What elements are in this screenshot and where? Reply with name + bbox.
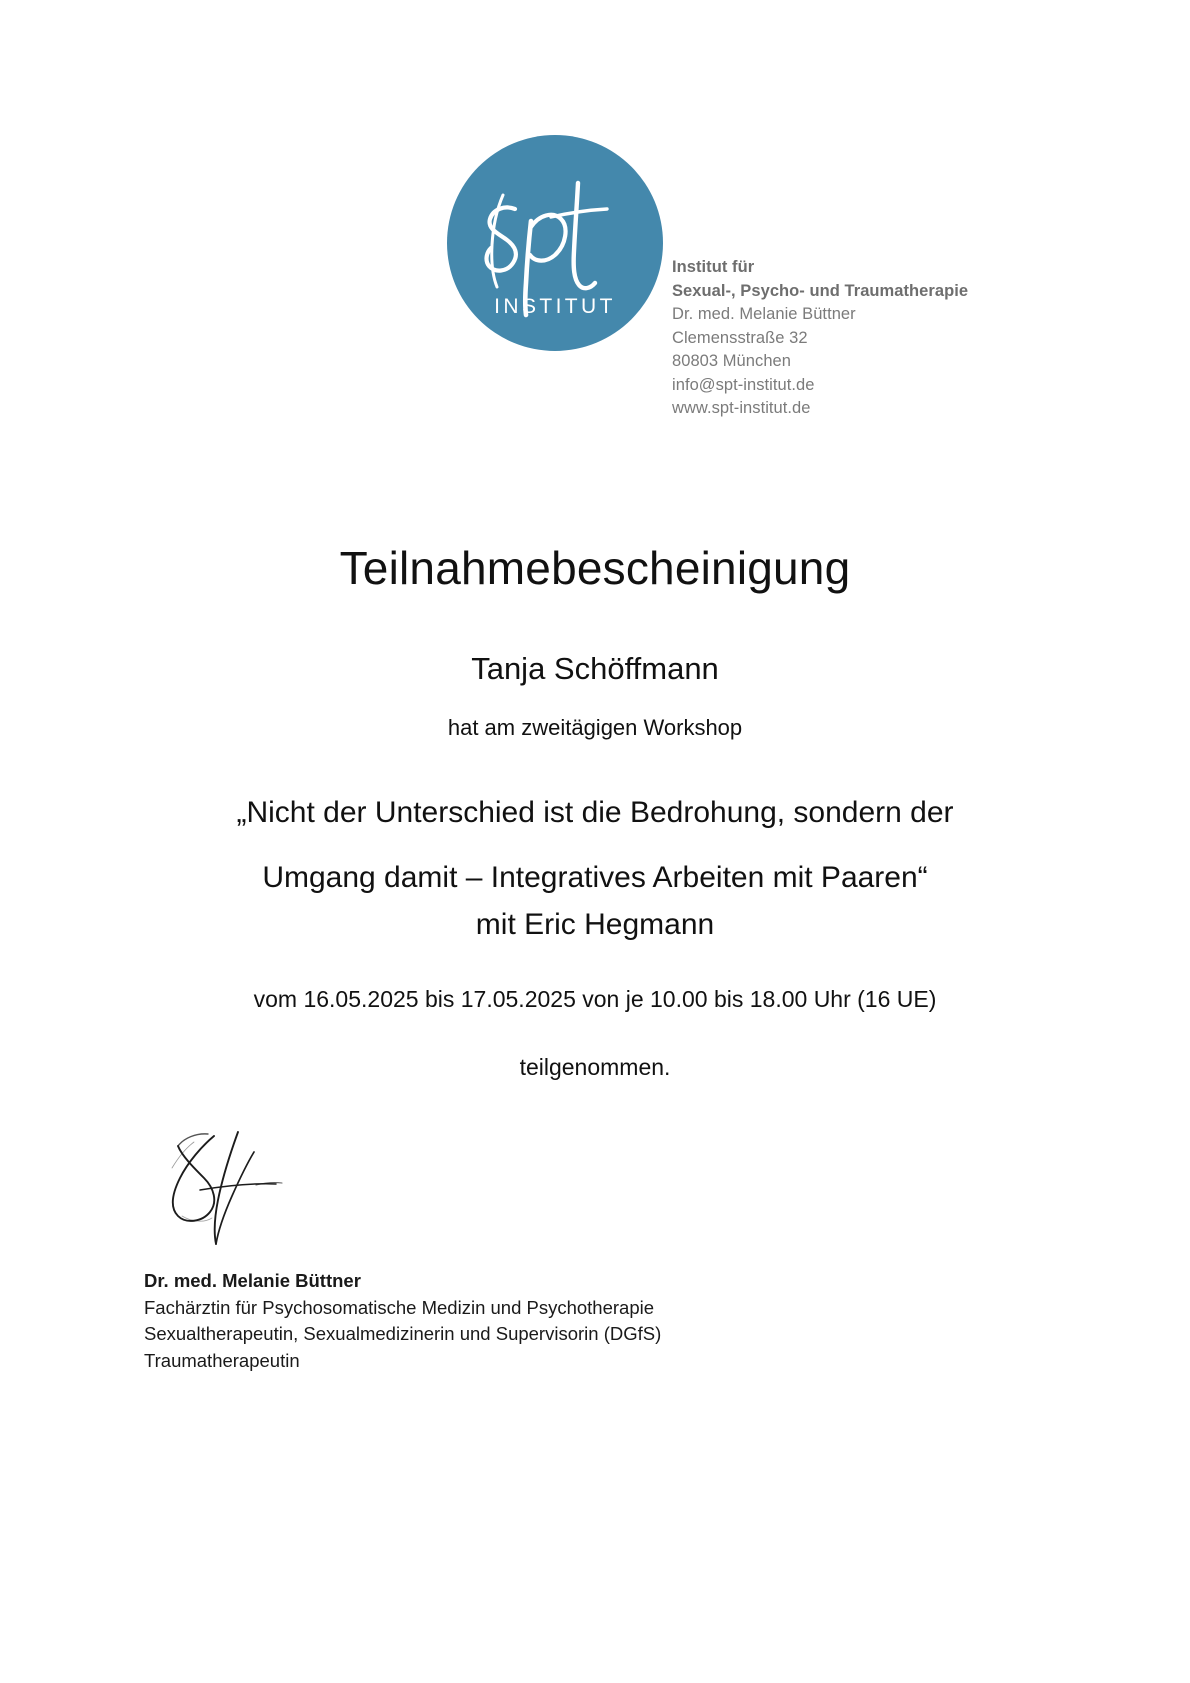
workshop-title-line-1: „Nicht der Unterschied ist die Bedrohung, sondern der	[236, 796, 954, 829]
certificate-title: Teilnahmebescheinigung	[339, 542, 851, 594]
signatory-name: Dr. med. Melanie Büttner	[144, 1270, 361, 1291]
spt-institut-logo	[447, 135, 663, 351]
contact-institute-label: Institut für	[672, 258, 755, 276]
signature-image	[152, 1128, 342, 1253]
logo-script-icon	[447, 135, 663, 351]
contact-block	[672, 256, 1072, 421]
workshop-title-line-2: Umgang damit – Integratives Arbeiten mit Paaren“	[262, 861, 928, 894]
contact-person: Dr. med. Melanie Büttner	[672, 305, 856, 323]
closing-line: teilgenommen.	[519, 1054, 671, 1080]
signatory-credential-2: Sexualtherapeutin, Sexualmedizinerin und Supervisorin (DGfS)	[144, 1323, 662, 1344]
signatory-block	[144, 1268, 904, 1374]
workshop-title	[0, 780, 1190, 910]
presenter-line: mit Eric Hegmann	[475, 908, 715, 941]
date-range-line: vom 16.05.2025 bis 17.05.2025 von je 10.00 bis 18.00 Uhr (16 UE)	[253, 986, 937, 1012]
contact-institute-name: Sexual-, Psycho- und Traumatherapie	[672, 281, 969, 300]
contact-website: www.spt-institut.de	[672, 399, 811, 417]
contact-city: 80803 München	[672, 352, 791, 370]
svg-text:INSTITUT: INSTITUT	[494, 295, 616, 318]
handwritten-signature-icon	[152, 1128, 342, 1253]
participant-name: Tanja Schöffmann	[471, 651, 719, 686]
intro-line: hat am zweitägigen Workshop	[447, 715, 743, 740]
contact-street: Clemensstraße 32	[672, 328, 808, 347]
contact-email: info@spt-institut.de	[672, 375, 815, 394]
signatory-credential-1: Fachärztin für Psychosomatische Medizin und Psychotherapie	[144, 1296, 655, 1318]
letterhead	[0, 118, 1190, 438]
signatory-credential-3: Traumatherapeutin	[144, 1349, 300, 1371]
